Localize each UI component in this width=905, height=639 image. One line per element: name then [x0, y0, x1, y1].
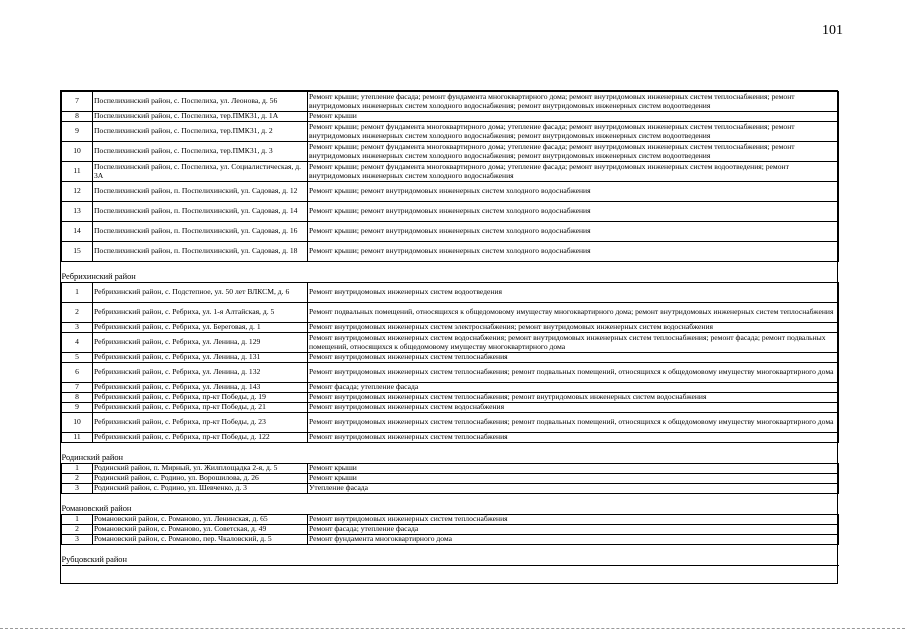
works-cell: Ремонт крыши: [308, 112, 839, 122]
works-cell: Ремонт внутридомовых инженерных систем теплоснабжения: [308, 353, 839, 363]
row-number: 11: [62, 433, 93, 443]
address-cell: Романовский район, с. Романово, ул. Советская, д. 49: [93, 525, 308, 535]
page-number: 101: [822, 23, 843, 38]
table-row: [62, 413, 839, 433]
works-cell: Ремонт подвальных помещений, относящихся к общедомовому имуществу многоквартирного дома; ремонт внутридомовых инженерных систем теплоснабжения: [308, 303, 839, 323]
address-cell: Родинский район, с. Родино, ул. Шевченко, д. 3: [93, 484, 308, 494]
address-cell: Поспелихинский район, п. Поспелихинский, ул. Садовая, д. 16: [93, 222, 308, 242]
row-number: 9: [62, 122, 93, 142]
row-number: 2: [62, 303, 93, 323]
table-row: [62, 383, 839, 393]
row-number: 3: [62, 484, 93, 494]
table-row: [62, 433, 839, 443]
row-number: 14: [62, 222, 93, 242]
district-title: Ребрихинский район: [62, 262, 839, 283]
works-cell: Ремонт крыши; ремонт внутридомовых инженерных систем холодного водоснабжения: [308, 222, 839, 242]
row-number: 11: [62, 162, 93, 182]
row-number: 3: [62, 323, 93, 333]
works-cell: Утепление фасада: [308, 484, 839, 494]
row-number: 9: [62, 403, 93, 413]
row-number: 7: [62, 92, 93, 112]
table-body: [62, 92, 839, 566]
works-cell: Ремонт фасада; утепление фасада: [308, 383, 839, 393]
table-row: [62, 112, 839, 122]
works-cell: Ремонт крыши; ремонт внутридомовых инженерных систем холодного водоснабжения: [308, 242, 839, 262]
works-cell: Ремонт крыши: [308, 464, 839, 474]
district-header-row: [62, 545, 839, 566]
table-row: [62, 363, 839, 383]
district-title: Рубцовский район: [62, 545, 839, 566]
row-number: 7: [62, 383, 93, 393]
address-cell: Поспелихинский район, с. Поспелиха, тер.ПМК31, д. 3: [93, 142, 308, 162]
works-cell: Ремонт крыши; ремонт фундамента многоквартирного дома; утепление фасада; ремонт внутридомовых инженерных систем теплоснабжения; ремонт внутридомовых инженерных систем холодного водоснабжения; ремонт внутридомовых инженерных систем водоотведения: [308, 122, 839, 142]
district-title: Романовский район: [62, 494, 839, 515]
table-row: [62, 283, 839, 303]
address-cell: Ребрихинский район, с. Ребриха, ул. Ленина, д. 129: [93, 333, 308, 353]
address-cell: Ребрихинский район, с. Ребриха, пр-кт Победы, д. 122: [93, 433, 308, 443]
address-cell: Ребрихинский район, с. Ребриха, пр-кт Победы, д. 23: [93, 413, 308, 433]
table-row: [62, 525, 839, 535]
address-cell: Поспелихинский район, с. Поспелиха, ул. Леонова, д. 56: [93, 92, 308, 112]
address-cell: Родинский район, п. Мирный, ул. Жилплощадка 2-я, д. 5: [93, 464, 308, 474]
works-cell: Ремонт внутридомовых инженерных систем теплоснабжения; ремонт подвальных помещений, относящихся к общедомовому имуществу многоквартирного дома: [308, 363, 839, 383]
table-row: [62, 464, 839, 474]
address-cell: Поспелихинский район, п. Поспелихинский, ул. Садовая, д. 18: [93, 242, 308, 262]
district-header-row: [62, 443, 839, 464]
works-cell: Ремонт крыши; ремонт внутридомовых инженерных систем холодного водоснабжения: [308, 202, 839, 222]
table-row: [62, 182, 839, 202]
district-title: Родинский район: [62, 443, 839, 464]
row-number: 3: [62, 535, 93, 545]
address-cell: Поспелихинский район, п. Поспелихинский, ул. Садовая, д. 14: [93, 202, 308, 222]
repair-works-table: [61, 91, 839, 566]
district-header-row: [62, 494, 839, 515]
works-cell: Ремонт внутридомовых инженерных систем водоснабжения; ремонт внутридомовых инженерных систем теплоснабжения; ремонт фасада; ремонт подвальных помещений, относящихся к общедомовому имуществу многоквартирного дома: [308, 333, 839, 353]
district-header-row: [62, 262, 839, 283]
works-cell: Ремонт крыши; ремонт фундамента многоквартирного дома; утепление фасада; ремонт внутридомовых инженерных систем теплоснабжения; ремонт внутридомовых инженерных систем холодного водоснабжения; ремонт внутридомовых инженерных систем водоотведения: [308, 142, 839, 162]
address-cell: Романовский район, с. Романово, ул. Ленинская, д. 65: [93, 515, 308, 525]
row-number: 5: [62, 353, 93, 363]
row-number: 10: [62, 413, 93, 433]
row-number: 1: [62, 283, 93, 303]
address-cell: Ребрихинский район, с. Ребриха, ул. Береговая, д. 1: [93, 323, 308, 333]
address-cell: Ребрихинский район, с. Ребриха, пр-кт Победы, д. 21: [93, 403, 308, 413]
works-cell: Ремонт фасада; утепление фасада: [308, 525, 839, 535]
address-cell: Поспелихинский район, п. Поспелихинский, ул. Садовая, д. 12: [93, 182, 308, 202]
table-row: [62, 92, 839, 112]
address-cell: Ребрихинский район, с. Ребриха, ул. 1-я Алтайская, д. 5: [93, 303, 308, 323]
table-row: [62, 333, 839, 353]
row-number: 6: [62, 363, 93, 383]
table-row: [62, 515, 839, 525]
row-number: 2: [62, 474, 93, 484]
works-cell: Ремонт крыши: [308, 474, 839, 484]
works-cell: Ремонт внутридомовых инженерных систем теплоснабжения; ремонт подвальных помещений, относящихся к общедомовому имуществу многоквартирного дома: [308, 413, 839, 433]
table-row: [62, 222, 839, 242]
works-cell: Ремонт фундамента многоквартирного дома: [308, 535, 839, 545]
address-cell: Ребрихинский район, с. Подстепное, ул. 50 лет ВЛКСМ, д. 6: [93, 283, 308, 303]
row-number: 10: [62, 142, 93, 162]
address-cell: Поспелихинский район, с. Поспелиха, тер.ПМК31, д. 2: [93, 122, 308, 142]
bottom-divider: [0, 628, 905, 629]
table-row: [62, 122, 839, 142]
works-cell: Ремонт внутридомовых инженерных систем водоснабжения: [308, 403, 839, 413]
table-row: [62, 323, 839, 333]
table-row: [62, 403, 839, 413]
works-cell: Ремонт внутридомовых инженерных систем теплоснабжения; ремонт внутридомовых инженерных систем водоснабжения: [308, 393, 839, 403]
works-cell: Ремонт внутридомовых инженерных систем теплоснабжения: [308, 433, 839, 443]
address-cell: Поспелихинский район, с. Поспелиха, тер.ПМК31, д. 1А: [93, 112, 308, 122]
row-number: 1: [62, 464, 93, 474]
table-row: [62, 535, 839, 545]
address-cell: Ребрихинский район, с. Ребриха, ул. Ленина, д. 131: [93, 353, 308, 363]
row-number: 4: [62, 333, 93, 353]
row-number: 8: [62, 393, 93, 403]
table-row: [62, 162, 839, 182]
address-cell: Ребрихинский район, с. Ребриха, ул. Ленина, д. 143: [93, 383, 308, 393]
address-cell: Ребрихинский район, с. Ребриха, ул. Ленина, д. 132: [93, 363, 308, 383]
table-row: [62, 303, 839, 323]
works-cell: Ремонт внутридомовых инженерных систем теплоснабжения: [308, 515, 839, 525]
table-row: [62, 353, 839, 363]
address-cell: Романовский район, с. Романово, пер. Чкаловский, д. 5: [93, 535, 308, 545]
table-row: [62, 484, 839, 494]
table-row: [62, 393, 839, 403]
table-row: [62, 474, 839, 484]
works-cell: Ремонт внутридомовых инженерных систем водоотведения: [308, 283, 839, 303]
row-number: 13: [62, 202, 93, 222]
works-cell: Ремонт крыши; утепление фасада; ремонт фундамента многоквартирного дома; ремонт внутридомовых инженерных систем теплоснабжения; ремонт внутридомовых инженерных систем холодного водоснабжения; ремонт внутридомовых инженерных систем водоотведения: [308, 92, 839, 112]
works-cell: Ремонт крыши; ремонт внутридомовых инженерных систем холодного водоснабжения: [308, 182, 839, 202]
table-row: [62, 242, 839, 262]
table-row: [62, 202, 839, 222]
address-cell: Ребрихинский район, с. Ребриха, пр-кт Победы, д. 19: [93, 393, 308, 403]
table-row: [62, 142, 839, 162]
row-number: 8: [62, 112, 93, 122]
works-cell: Ремонт внутридомовых инженерных систем электроснабжения; ремонт внутридомовых инженерных систем водоснабжения: [308, 323, 839, 333]
address-cell: Родинский район, с. Родино, ул. Ворошилова, д. 26: [93, 474, 308, 484]
row-number: 1: [62, 515, 93, 525]
row-number: 2: [62, 525, 93, 535]
document-table-frame: [60, 90, 838, 584]
works-cell: Ремонт крыши; ремонт фундамента многоквартирного дома; утепление фасада; ремонт внутридомовых инженерных систем водоотведения; ремонт внутридомовых инженерных систем холодного водоснабжения: [308, 162, 839, 182]
row-number: 12: [62, 182, 93, 202]
address-cell: Поспелихинский район, с. Поспелиха, ул. Социалистическая, д. 3А: [93, 162, 308, 182]
row-number: 15: [62, 242, 93, 262]
